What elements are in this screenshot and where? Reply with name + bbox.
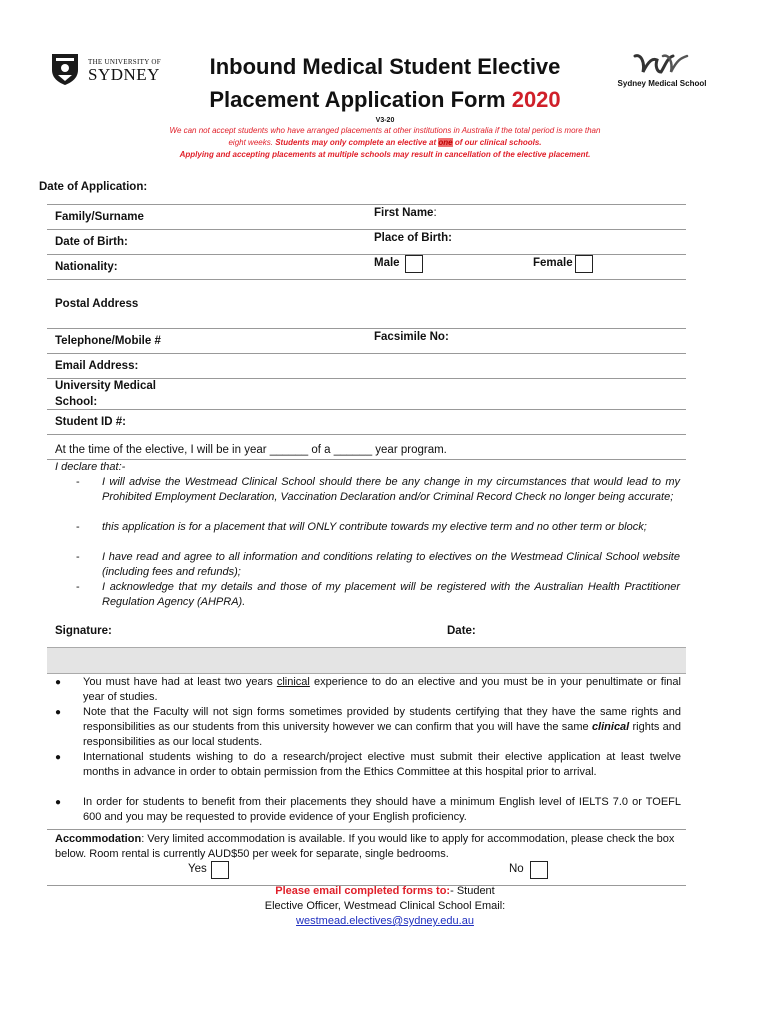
bullet-icon: ● <box>55 707 62 718</box>
first-name-text: First Name <box>374 207 434 219</box>
divider <box>47 204 686 205</box>
notice-line3-text: Applying and accepting placements at multiple schools may result in cancellation of the elective placement. <box>179 150 591 159</box>
email-label: Email Address: <box>55 360 139 372</box>
accommodation-label: Accommodation <box>55 833 142 845</box>
no-label: No <box>509 863 524 875</box>
divider <box>47 378 686 379</box>
university-name: SYDNEY <box>88 65 160 84</box>
bullet-text-part: rights and responsibilities as our local students. <box>83 721 681 748</box>
declaration-text: I will advise the Westmead Clinical School should there be any change in my circumstances that would lead to my Prohibited Employment Declaration, Vaccination Declaration and/or Criminal Record Check no longer being accurate; <box>102 476 680 503</box>
notice-line2-a: eight weeks. <box>228 138 276 147</box>
university-of-sydney-logo <box>50 52 160 92</box>
declaration-text: this application is for a placement that will ONLY contribute towards my elective term and no other term or block; <box>102 521 647 533</box>
male-checkbox[interactable] <box>405 255 423 273</box>
email-link-wrap <box>170 915 600 927</box>
notice-line2-b: Students may only complete an elective at <box>275 138 439 147</box>
form-title-line2 <box>170 87 600 113</box>
divider <box>47 353 686 354</box>
declaration-intro: I declare that:- <box>55 461 126 473</box>
notice-line2 <box>100 138 670 147</box>
accommodation-yes-checkbox[interactable] <box>211 861 229 879</box>
date-of-birth-label: Date of Birth: <box>55 236 128 248</box>
bullet-text <box>83 675 681 705</box>
uni-med-school-label-2: School: <box>55 396 98 408</box>
divider <box>47 279 686 280</box>
notice-highlight: one <box>438 138 453 147</box>
form-title-line1: Inbound Medical Student Elective <box>209 54 561 79</box>
nationality-label: Nationality: <box>55 261 118 273</box>
version-label: V3-20 <box>375 117 395 124</box>
please-email-text: Please email completed forms to: <box>275 885 451 897</box>
bullet-icon: ● <box>55 752 62 763</box>
dash-marker: - <box>76 581 80 593</box>
student-text: - Student <box>450 885 495 897</box>
accommodation-body: : Very limited accommodation is available. If you would like to apply for accommodation, please check the box below. Room rental is currently AUD$50 per week for separate, single bedrooms. <box>55 833 675 860</box>
submission-instruction <box>170 885 600 897</box>
family-surname-label: Family/Surname <box>55 211 144 223</box>
bullet-text-part: Note that the Faculty will not sign forms sometimes provided by students certifying that they have the same rights and responsibilities as our students from this university however we can confirm that you will have the same <box>83 706 681 733</box>
first-name-colon: : <box>433 207 437 219</box>
divider <box>47 459 686 460</box>
postal-address-label: Postal Address <box>55 298 139 310</box>
notice-line2-d: of our clinical schools. <box>452 138 542 147</box>
bullet-icon: ● <box>55 797 62 808</box>
divider <box>47 328 686 329</box>
divider <box>47 409 686 410</box>
male-label: Male <box>374 257 400 269</box>
female-label: Female <box>533 257 573 269</box>
divider <box>47 229 686 230</box>
form-title-text: Placement Application Form <box>209 87 506 112</box>
first-name-label <box>374 207 437 219</box>
date-of-application-label: Date of Application: <box>39 181 148 193</box>
dash-marker: - <box>76 521 80 533</box>
section-separator-bar <box>47 647 686 674</box>
place-of-birth-label: Place of Birth: <box>374 232 452 244</box>
signature-label: Signature: <box>55 625 112 637</box>
uni-med-school-label-1: University Medical <box>55 380 156 392</box>
accommodation-text <box>55 832 681 862</box>
declaration-text: I acknowledge that my details and those of my placement will be registered with the Australian Health Practitioner Regulation Agency (AHPRA). <box>102 581 680 608</box>
sms-name: Sydney Medical School <box>617 79 707 88</box>
university-name-small: THE UNIVERSITY OF <box>88 58 161 66</box>
university-crest-icon <box>50 52 80 86</box>
sms-logo-mark-icon <box>627 52 697 78</box>
bullet-text-part: experience to do an elective and you must be in your penultimate or final year of studies. <box>83 676 681 703</box>
bullet-text-emphasis: clinical <box>591 721 630 733</box>
bullet-text: International students wishing to do a research/project elective must submit their elective application at least twelve months in advance in order to obtain permission from the Ethics Committee at this hospital prior to arrival. <box>83 751 681 778</box>
divider <box>47 434 686 435</box>
year-of-program-line: At the time of the elective, I will be in year ______ of a ______ year program. <box>55 444 447 456</box>
bullet-text <box>83 705 681 750</box>
sydney-medical-school-logo <box>612 52 712 98</box>
student-id-label: Student ID #: <box>55 416 126 428</box>
yes-label: Yes <box>188 863 207 875</box>
elective-email-link[interactable]: westmead.electives@sydney.edu.au <box>296 915 474 927</box>
dash-marker: - <box>76 476 80 488</box>
elective-officer-line: Elective Officer, Westmead Clinical School Email: <box>264 900 506 912</box>
dash-marker: - <box>76 551 80 563</box>
divider <box>47 829 686 830</box>
bullet-text-part: You must have had at least two years <box>83 676 277 688</box>
bullet-text-underline: clinical <box>276 676 310 688</box>
bullet-text: In order for students to benefit from their placements they should have a minimum English level of IELTS 7.0 or TOEFL 600 and you may be requested to provide evidence of your English proficiency. <box>83 796 681 823</box>
declaration-text: I have read and agree to all information and conditions relating to electives on the Westmead Clinical School website (including fees and refunds); <box>102 551 680 578</box>
accommodation-no-checkbox[interactable] <box>530 861 548 879</box>
female-checkbox[interactable] <box>575 255 593 273</box>
telephone-label: Telephone/Mobile # <box>55 335 161 347</box>
notice-line3 <box>100 150 670 159</box>
facsimile-label: Facsimile No: <box>374 331 449 343</box>
date-label: Date: <box>447 625 476 637</box>
form-year: 2020 <box>511 87 561 112</box>
bullet-icon: ● <box>55 677 62 688</box>
notice-line1: We can not accept students who have arranged placements at other institutions in Australia if the total period is more than <box>169 126 601 135</box>
